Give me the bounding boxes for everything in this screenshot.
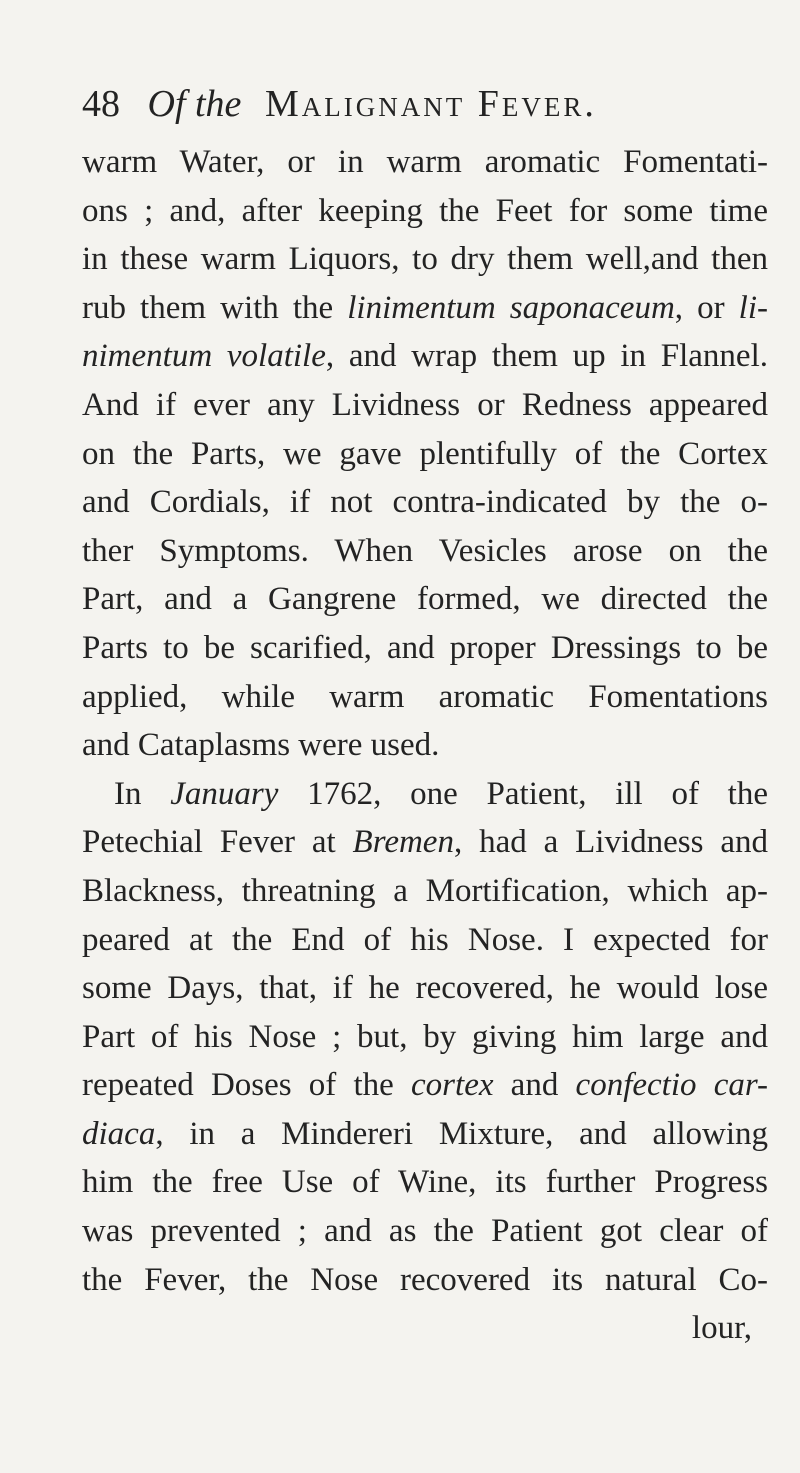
text-line: [82, 673, 768, 722]
text-line: [82, 527, 768, 576]
text-segment: Part, and a Gangrene formed, we directed the: [82, 581, 768, 618]
text-line: [82, 430, 768, 479]
italic-text: cortex: [411, 1067, 494, 1104]
text-line: [82, 332, 768, 381]
text-line: [82, 1158, 768, 1207]
text-line: [82, 721, 768, 770]
body-text: [82, 138, 768, 1353]
page-number: 48: [82, 83, 120, 125]
text-segment: , had a Lividness and: [453, 824, 768, 861]
text-segment: in these warm Liquors, to dry them well,and then: [82, 241, 768, 278]
text-segment: some Days, that, if he recovered, he would lose: [82, 970, 768, 1007]
text-segment: rub them with the: [82, 289, 348, 326]
text-line: [82, 1256, 768, 1305]
text-line: [82, 575, 768, 624]
italic-text: linimentum saponaceum: [347, 289, 675, 326]
text-segment: Petechial Fever at: [82, 824, 353, 861]
text-segment: ons ; and, after keeping the Feet for some time: [82, 192, 768, 229]
text-segment: and: [493, 1067, 576, 1104]
text-line: [82, 235, 768, 284]
text-segment: Part of his Nose ; but, by giving him large and: [82, 1018, 768, 1055]
italic-text: li-: [738, 289, 768, 326]
text-segment: on the Parts, we gave plentifully of the Cortex: [82, 435, 768, 472]
text-line: [82, 770, 768, 819]
header-title: Malignant Fever.: [264, 83, 597, 125]
text-segment: him the free Use of Wine, its further Progress: [82, 1164, 768, 1201]
text-line: [82, 1304, 768, 1353]
text-line: [82, 478, 768, 527]
text-segment: repeated Doses of the: [82, 1067, 412, 1104]
text-line: [82, 187, 768, 236]
text-segment: And if ever any Lividness or Redness appeared: [82, 386, 768, 423]
text-segment: Blackness, threatning a Mortification, which ap-: [82, 872, 768, 909]
text-segment: and Cataplasms were used.: [82, 727, 440, 764]
italic-text: January: [170, 775, 279, 812]
italic-text: diaca: [82, 1115, 156, 1152]
text-line: [82, 818, 768, 867]
text-segment: lour,: [691, 1310, 752, 1347]
text-segment: In: [114, 775, 171, 812]
text-segment: ther Symptoms. When Vesicles arose on the: [82, 532, 768, 569]
text-segment: , in a Mindereri Mixture, and allowing: [155, 1115, 768, 1152]
italic-text: nimentum volatile: [82, 338, 326, 375]
running-header: [82, 80, 740, 128]
text-line: [82, 381, 768, 430]
text-line: [82, 1013, 768, 1062]
text-line: [82, 138, 768, 187]
text-line: [82, 284, 768, 333]
text-segment: 1762, one Patient, ill of the: [278, 775, 768, 812]
text-segment: warm Water, or in warm aromatic Fomentati-: [82, 144, 768, 180]
text-segment: , and wrap them up in Flannel.: [325, 338, 768, 375]
text-segment: applied, while warm aromatic Fomentations: [82, 678, 768, 715]
text-segment: , or: [674, 289, 739, 326]
text-segment: the Fever, the Nose recovered its natural Co-: [82, 1261, 768, 1298]
text-line: [82, 1061, 768, 1110]
header-of-the: Of the: [147, 83, 242, 125]
italic-text: confectio car-: [575, 1067, 769, 1104]
text-line: [82, 916, 768, 965]
text-line: [82, 867, 768, 916]
text-line: [82, 624, 768, 673]
text-segment: peared at the End of his Nose. I expected for: [82, 921, 768, 958]
text-segment: Parts to be scarified, and proper Dressings to be: [82, 629, 768, 666]
text-segment: and Cordials, if not contra-indicated by the o-: [82, 484, 768, 521]
text-segment: was prevented ; and as the Patient got clear of: [82, 1213, 768, 1250]
italic-text: Bremen: [352, 824, 454, 861]
text-line: [82, 1110, 768, 1159]
text-line: [82, 1207, 768, 1256]
text-line: [82, 964, 768, 1013]
